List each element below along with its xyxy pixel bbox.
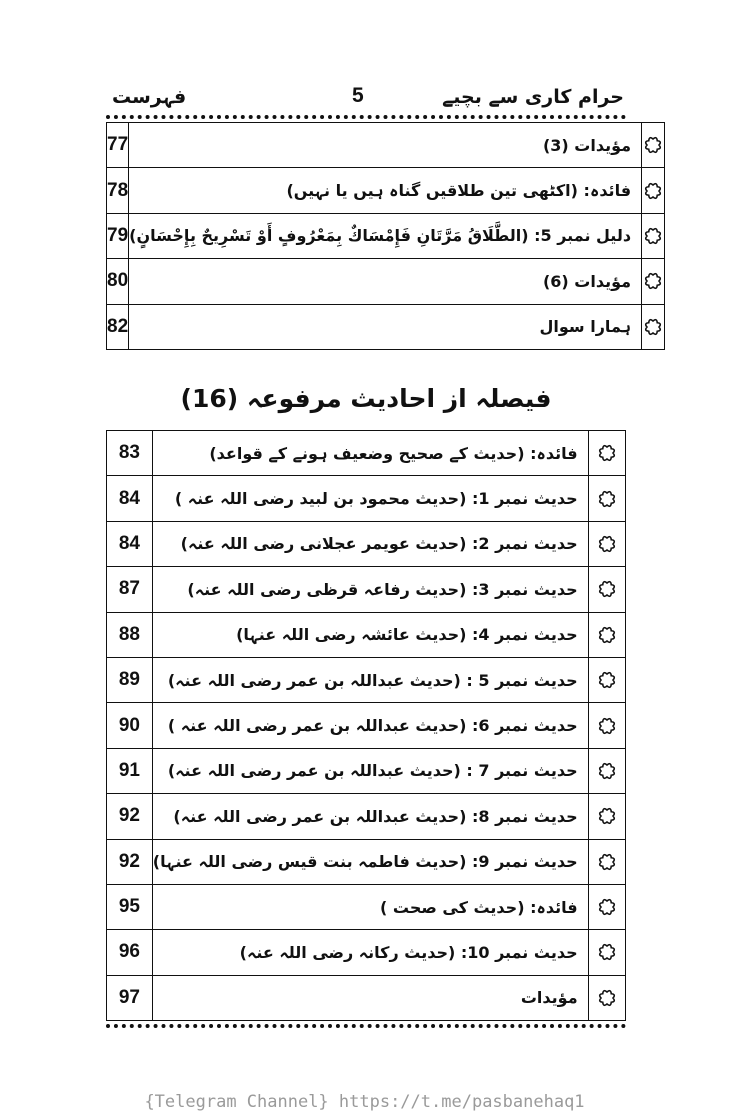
flower-bullet-icon <box>642 213 665 258</box>
toc-page-number: 91 <box>107 748 153 793</box>
flower-bullet-icon <box>588 839 625 884</box>
footer-watermark: {Telegram Channel} https://t.me/pasbanehaq1 <box>144 1092 585 1112</box>
toc-entry-title: حدیث نمبر 7 : (حدیث عبداللہ بن عمر رضی اللہ عنہ) <box>152 748 588 793</box>
flower-bullet-icon <box>642 259 665 304</box>
toc-entry-title: حدیث نمبر 1: (حدیث محمود بن لبید رضی اللہ عنہ ) <box>152 476 588 521</box>
flower-bullet-icon <box>642 304 665 349</box>
flower-bullet-icon <box>588 431 625 476</box>
toc-row <box>107 748 626 793</box>
toc-page-number: 97 <box>107 975 153 1020</box>
toc-row <box>107 476 626 521</box>
flower-bullet-icon <box>588 975 625 1020</box>
toc-page-number: 92 <box>107 794 153 839</box>
toc-entry-title: فائدہ: (حدیث کی صحت ) <box>152 884 588 929</box>
section-heading: فیصلہ از احادیث مرفوعہ (16) <box>180 384 552 413</box>
flower-bullet-icon <box>588 612 625 657</box>
toc-page-number: 79 <box>107 213 129 258</box>
toc-row <box>107 567 626 612</box>
toc-page-number: 78 <box>107 168 129 213</box>
toc-entry-title: دلیل نمبر 5: (الطَّلَاقُ مَرَّتَانِ فَإِمْسَاكٌ بِمَعْرُوفٍ أَوْ تَسْرِيحٌ بِإِحْسَانٍ) <box>129 213 642 258</box>
toc-page-number: 89 <box>107 657 153 702</box>
toc-row <box>107 657 626 702</box>
toc-entry-title: حدیث نمبر 10: (حدیث رکانہ رضی اللہ عنہ) <box>152 930 588 975</box>
toc-row <box>107 612 626 657</box>
footer-dotted-rule <box>106 1024 626 1028</box>
toc-page-number: 82 <box>107 304 129 349</box>
toc-entry-title: حدیث نمبر 8: (حدیث عبداللہ بن عمر رضی اللہ عنہ) <box>152 794 588 839</box>
toc-entry-title: فائدہ: (حدیث کے صحیح وضعیف ہونے کے قواعد) <box>152 431 588 476</box>
toc-entry-title: فائدہ: (اکٹھی تین طلاقیں گناہ ہیں یا نہیں) <box>129 168 642 213</box>
toc-page-number: 90 <box>107 703 153 748</box>
toc-page-number: 95 <box>107 884 153 929</box>
toc-entry-title: مؤیدات (6) <box>129 259 642 304</box>
toc-page-number: 88 <box>107 612 153 657</box>
flower-bullet-icon <box>642 123 665 168</box>
toc-page-number: 83 <box>107 431 153 476</box>
toc-entry-title: حدیث نمبر 4: (حدیث عائشہ رضی اللہ عنہا) <box>152 612 588 657</box>
toc-row <box>107 304 665 349</box>
toc-page-number: 84 <box>107 476 153 521</box>
flower-bullet-icon <box>588 884 625 929</box>
toc-row <box>107 703 626 748</box>
toc-page-number: 80 <box>107 259 129 304</box>
toc-entry-title: مؤیدات <box>152 975 588 1020</box>
page-header <box>106 82 626 112</box>
toc-page-number: 96 <box>107 930 153 975</box>
toc-row <box>107 168 665 213</box>
toc-page-number: 92 <box>107 839 153 884</box>
toc-entry-title: مؤیدات (3) <box>129 123 642 168</box>
toc-row <box>107 975 626 1020</box>
header-page-number: 5 <box>352 84 364 107</box>
toc-row <box>107 794 626 839</box>
toc-row <box>107 431 626 476</box>
toc-row <box>107 521 626 566</box>
flower-bullet-icon <box>588 930 625 975</box>
flower-bullet-icon <box>588 703 625 748</box>
toc-entry-title: حدیث نمبر 3: (حدیث رفاعہ قرظی رضی اللہ عنہ) <box>152 567 588 612</box>
flower-bullet-icon <box>642 168 665 213</box>
toc-row <box>107 259 665 304</box>
toc-entry-title: ہمارا سوال <box>129 304 642 349</box>
toc-entry-title: حدیث نمبر 9: (حدیث فاطمہ بنت قیس رضی اللہ عنہا) <box>152 839 588 884</box>
toc-entry-title: حدیث نمبر 6: (حدیث عبداللہ بن عمر رضی اللہ عنہ ) <box>152 703 588 748</box>
toc-entry-title: حدیث نمبر 5 : (حدیث عبداللہ بن عمر رضی اللہ عنہ) <box>152 657 588 702</box>
header-book-title: حرام کاری سے بچیے <box>442 86 624 108</box>
toc-row <box>107 930 626 975</box>
flower-bullet-icon <box>588 657 625 702</box>
toc-row <box>107 213 665 258</box>
toc-row <box>107 123 665 168</box>
flower-bullet-icon <box>588 476 625 521</box>
toc-row <box>107 884 626 929</box>
toc-row <box>107 839 626 884</box>
flower-bullet-icon <box>588 794 625 839</box>
toc-page-number: 87 <box>107 567 153 612</box>
toc-entry-title: حدیث نمبر 2: (حدیث عویمر عجلانی رضی اللہ عنہ) <box>152 521 588 566</box>
flower-bullet-icon <box>588 521 625 566</box>
flower-bullet-icon <box>588 748 625 793</box>
toc-page-number: 77 <box>107 123 129 168</box>
toc-table-2 <box>106 430 626 1021</box>
flower-bullet-icon <box>588 567 625 612</box>
toc-page-number: 84 <box>107 521 153 566</box>
toc-table-1 <box>106 122 665 350</box>
header-dotted-rule <box>106 115 626 119</box>
header-index-label: فہرست <box>112 86 187 108</box>
